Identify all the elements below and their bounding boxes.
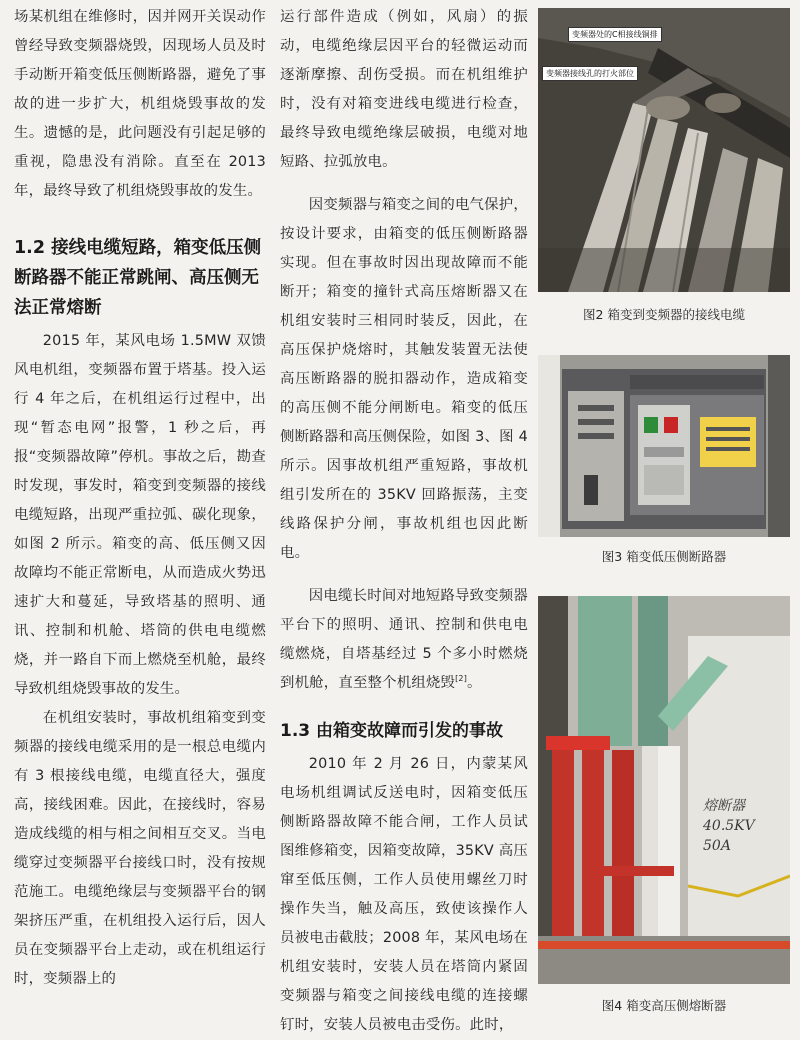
section-heading-1-3: 1.3 由箱变故障而引发的事故 [280, 721, 504, 741]
paragraph-1-2-a: 2015 年，某风电场 1.5MW 双馈风电机组，变频器布置于塔基。投入运行 4 年之后，在机组运行过程中，出现“暂态电网”报警，1 秒之后，再报“变频器故障”停机。事故之后，勘查时发现，事发时，箱变到变频器的接线电缆短路，出现严重拉弧、碳化现象，如图 2 所示。箱变的高、低压侧又因故障均不能正常断电，从而造成火势迅速扩大和蔓延，导致塔基的照明、通讯、控制和机舱、塔筒的供电电缆燃烧，并一路自下而上燃烧至机舱，最终导致机组烧毁事故的发生。 [14, 333, 266, 697]
column-2 [280, 0, 528, 1040]
breaker-photo-illustration [538, 355, 790, 537]
cable-photo-illustration [538, 8, 790, 292]
label-c-phase-busbar: 变频器处的C相接线铜排 [568, 27, 662, 42]
figure-4-caption: 图4 箱变高压侧熔断器 [601, 998, 727, 1013]
paragraph-1-3: 2010 年 2 月 26 日，内蒙某风电场机组调试反送电时，因箱变低压侧断路器故障不能合闸，工作人员试图维修箱变，因箱变故障，35KV 高压窜至低压侧，工作人员使用螺丝刀时操作失当，触及高压，致使该操作人员被电击截肢；2008 年，某风电场在机组安装时，安装人员在塔筒内紧固变频器与箱变之间接线电缆的连接螺钉时，安装人员被电击受伤。此时， [280, 756, 528, 1033]
reference-marker: [2] [455, 674, 468, 684]
fuse-sign-line-3: 50A [703, 838, 731, 854]
fuse-photo-illustration [538, 596, 790, 984]
paragraph-cable-burn [280, 582, 528, 698]
figure-3-caption: 图3 箱变低压侧断路器 [601, 549, 727, 564]
fuse-sign-line-2: 40.5KV [703, 818, 755, 834]
section-heading-1-2: 1.2 接线电缆短路，箱变低压侧断路器不能正常跳闸、高压侧无法正常熔断 [14, 238, 262, 318]
label-ignition-point: 变频器接线孔的打火部位 [542, 66, 638, 81]
figure-3-photo [538, 355, 790, 537]
paragraph-cable-burn-end: 。 [467, 675, 482, 691]
paragraph-continued: 运行部件造成（例如，风扇）的振动，电缆绝缘层因平台的轻微运动而逐渐摩擦、刮伤受损。而在机组维护时，没有对箱变进线电缆进行检查，最终导致电缆绝缘层破损，电缆对地短路、拉弧放电。 [280, 9, 528, 170]
figure-4-photo [538, 596, 790, 984]
column-3-figures [538, 0, 790, 1033]
figure-2-caption: 图2 箱变到变频器的接线电缆 [583, 307, 745, 322]
fuse-sign-line-1: 熔断器 [703, 798, 745, 814]
figure-2-photo [538, 8, 790, 292]
paragraph-1-2-b: 在机组安装时，事故机组箱变到变频器的接线电缆采用的是一根总电缆内有 3 根接线电缆，电缆直径大，强度高，接线困难。因此，在接线时，容易造成线缆的相与相之间相互交叉。当电缆穿过变频器平台接线口时，没有按规范施工。电缆绝缘层与变频器平台的钢架挤压严重，在机组投入运行后，因人员在变频器平台上走动，或在机组运行时，变频器上的 [14, 710, 266, 987]
paragraph-protection: 因变频器与箱变之间的电气保护，按设计要求，由箱变的低压侧断路器实现。但在事故时因出现故障而不能断开；箱变的撞针式高压熔断器又在机组安装时三相同时装反，因此，在高压保护烧熔时，其触发装置无法使高压断路器的脱扣器动作，造成箱变的高压侧不能分闸断电。箱变的低压侧断路器和高压侧保险，如图 3、图 4 所示。因事故机组严重短路，事故机组引发所在的 35KV 回路振荡，主变线路保护分闸，事故机组也因此断电。 [280, 197, 528, 561]
paragraph-cable-burn-text: 因电缆长时间对地短路导致变频器平台下的照明、通讯、控制和供电电缆燃烧，自塔基经过 5 个多小时燃烧到机舱，直至整个机组烧毁 [280, 588, 528, 691]
paragraph-intro: 场某机组在维修时，因并网开关误动作 曾经导致变频器烧毁，因现场人员及时手动断开箱变低压侧断路器，避免了事故的进一步扩大，机组烧毁事故的发生。遗憾的是，此问题没有引起足够的重视，隐患没有消除。直至在 2013 年，最终导致了机组烧毁事故的发生。 [14, 9, 266, 199]
fuse-sign [703, 796, 783, 856]
column-1 [14, 0, 266, 994]
